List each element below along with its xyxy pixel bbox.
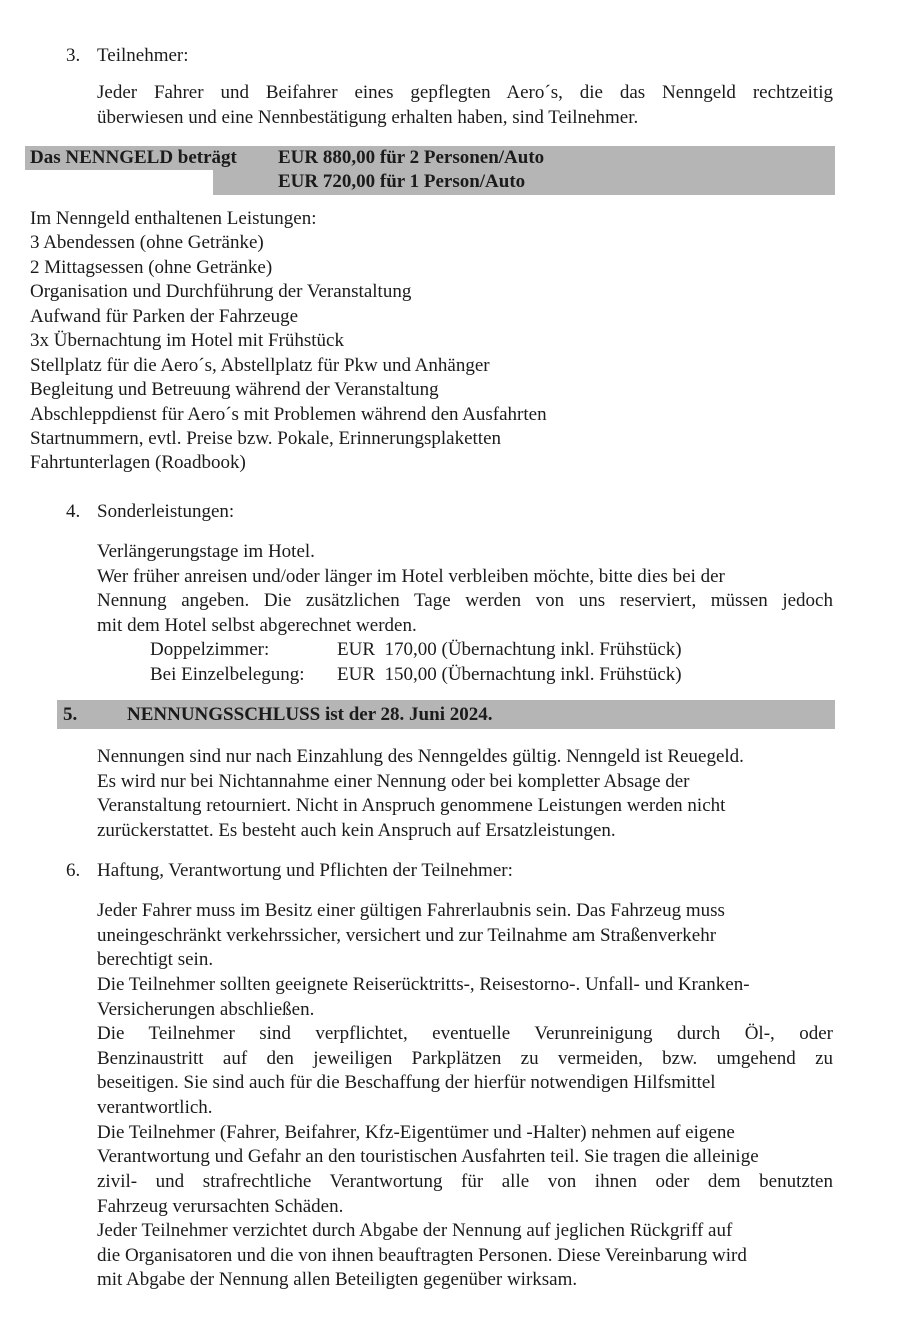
text-line: Nennung angeben. Die zusätzlichen Tage werden von uns reserviert, müssen jedoch bbox=[97, 590, 833, 612]
fee-price-1: EUR 880,00 für 2 Personen/Auto bbox=[278, 147, 545, 168]
text-line: Die Teilnehmer (Fahrer, Beifahrer, Kfz-Eigentümer und -Halter) nehmen auf eigene bbox=[97, 1121, 735, 1143]
fee-price-2: EUR 720,00 für 1 Person/Auto bbox=[278, 171, 526, 192]
list-item: Aufwand für Parken der Fahrzeuge bbox=[30, 305, 299, 327]
section-4-paragraph bbox=[97, 540, 833, 638]
rate-value: EUR 170,00 (Übernachtung inkl. Frühstück) bbox=[337, 639, 682, 660]
text-line: Nennungen sind nur nach Einzahlung des Nenngeldes gültig. Nenngeld ist Reuegeld. bbox=[97, 746, 744, 767]
section-heading-4 bbox=[66, 500, 234, 524]
text-line: Die Teilnehmer sollten geeignete Reiserücktritts-, Reisestorno-. Unfall- und Kranken- bbox=[97, 973, 750, 995]
text-line: Verlängerungstage im Hotel. bbox=[97, 541, 315, 562]
list-item: Stellplatz für die Aero´s, Abstellplatz für Pkw und Anhänger bbox=[30, 354, 490, 376]
deadline-banner bbox=[57, 700, 835, 729]
section-title-4: Sonderleistungen: bbox=[97, 501, 235, 522]
fee-label: Das NENNGELD beträgt bbox=[30, 147, 237, 168]
rate-value: EUR 150,00 (Übernachtung inkl. Frühstück) bbox=[337, 663, 682, 685]
fee-highlight-row1 bbox=[25, 146, 835, 170]
section-number-3: 3. bbox=[66, 45, 81, 66]
text-line: berechtigt sein. bbox=[97, 949, 214, 971]
list-item: Begleitung und Betreuung während der Veranstaltung bbox=[30, 379, 439, 401]
text-line: Verantwortung und Gefahr an den touristischen Ausfahrten teil. Sie tragen die alleinige bbox=[97, 1146, 759, 1168]
text-line: Benzinaustritt auf den jeweiligen Parkplätzen zu vermeiden, bzw. umgehend zu bbox=[97, 1047, 833, 1069]
text-line: Fahrzeug verursachten Schäden. bbox=[97, 1195, 344, 1217]
text-line: zivil- und strafrechtliche Verantwortung für alle von ihnen oder dem benutzten bbox=[97, 1170, 833, 1192]
section-number-5: 5. bbox=[63, 704, 78, 725]
list-item: Organisation und Durchführung der Veranstaltung bbox=[30, 281, 412, 303]
text-line: mit Abgabe der Nennung allen Beteiligten gegenüber wirksam. bbox=[97, 1269, 578, 1291]
section-5-paragraph bbox=[97, 745, 833, 843]
section-6-paragraph bbox=[97, 899, 833, 1293]
list-item: 2 Mittagsessen (ohne Getränke) bbox=[30, 256, 273, 278]
list-item: Fahrtunterlagen (Roadbook) bbox=[30, 452, 246, 474]
text-line: überwiesen und eine Nennbestätigung erhalten haben, sind Teilnehmer. bbox=[97, 106, 639, 128]
text-line: mit dem Hotel selbst abgerechnet werden. bbox=[97, 614, 417, 636]
included-services-heading: Im Nenngeld enthaltenen Leistungen: bbox=[30, 208, 317, 229]
section-title-6: Haftung, Verantwortung und Pflichten der Teilnehmer: bbox=[97, 860, 513, 881]
text-line: Es wird nur bei Nichtannahme einer Nennung oder bei kompletter Absage der bbox=[97, 770, 690, 792]
list-item: 3 Abendessen (ohne Getränke) bbox=[30, 232, 264, 254]
section-heading-3 bbox=[66, 44, 189, 68]
section-title-3: Teilnehmer: bbox=[97, 45, 189, 66]
list-item: Startnummern, evtl. Preise bzw. Pokale, Erinnerungsplaketten bbox=[30, 427, 502, 449]
section-3-paragraph bbox=[97, 81, 833, 130]
text-line: Jeder Fahrer muss im Besitz einer gültigen Fahrerlaubnis sein. Das Fahrzeug muss bbox=[97, 900, 725, 921]
rate-row bbox=[97, 638, 833, 663]
text-line: uneingeschränkt verkehrssicher, versichert und zur Teilnahme am Straßenverkehr bbox=[97, 924, 717, 946]
section-heading-6 bbox=[66, 859, 513, 883]
rate-label: Bei Einzelbelegung: bbox=[150, 663, 305, 685]
section-title-5: NENNUNGSSCHLUSS ist der 28. Juni 2024. bbox=[127, 704, 493, 725]
text-line: Die Teilnehmer sind verpflichtet, eventuelle Verunreinigung durch Öl-, oder bbox=[97, 1023, 833, 1045]
text-line: zurückerstattet. Es besteht auch kein Anspruch auf Ersatzleistungen. bbox=[97, 819, 616, 841]
hotel-rates bbox=[97, 638, 833, 687]
text-line: die Organisatoren und die von ihnen beauftragten Personen. Diese Vereinbarung wird bbox=[97, 1244, 747, 1266]
text-line: Jeder Fahrer und Beifahrer eines gepflegten Aero´s, die das Nenngeld rechtzeitig bbox=[97, 82, 833, 103]
included-services-list bbox=[30, 207, 840, 476]
rate-label: Doppelzimmer: bbox=[150, 639, 270, 660]
list-item: Abschleppdienst für Aero´s mit Problemen während den Ausfahrten bbox=[30, 403, 547, 425]
list-item: 3x Übernachtung im Hotel mit Frühstück bbox=[30, 330, 344, 352]
text-line: Jeder Teilnehmer verzichtet durch Abgabe der Nennung auf jeglichen Rückgriff auf bbox=[97, 1220, 733, 1242]
text-line: verantwortlich. bbox=[97, 1097, 213, 1118]
text-line: beseitigen. Sie sind auch für die Beschaffung der hierfür notwendigen Hilfsmittel bbox=[97, 1072, 716, 1094]
text-line: Versicherungen abschließen. bbox=[97, 998, 315, 1020]
text-line: Veranstaltung retourniert. Nicht in Anspruch genommene Leistungen werden nicht bbox=[97, 795, 726, 817]
text-line: Wer früher anreisen und/oder länger im Hotel verbleiben möchte, bitte dies bei der bbox=[97, 565, 725, 587]
rate-row bbox=[97, 663, 833, 688]
fee-highlight-row2 bbox=[213, 170, 835, 195]
section-number-4: 4. bbox=[66, 501, 81, 522]
section-number-6: 6. bbox=[66, 860, 81, 881]
